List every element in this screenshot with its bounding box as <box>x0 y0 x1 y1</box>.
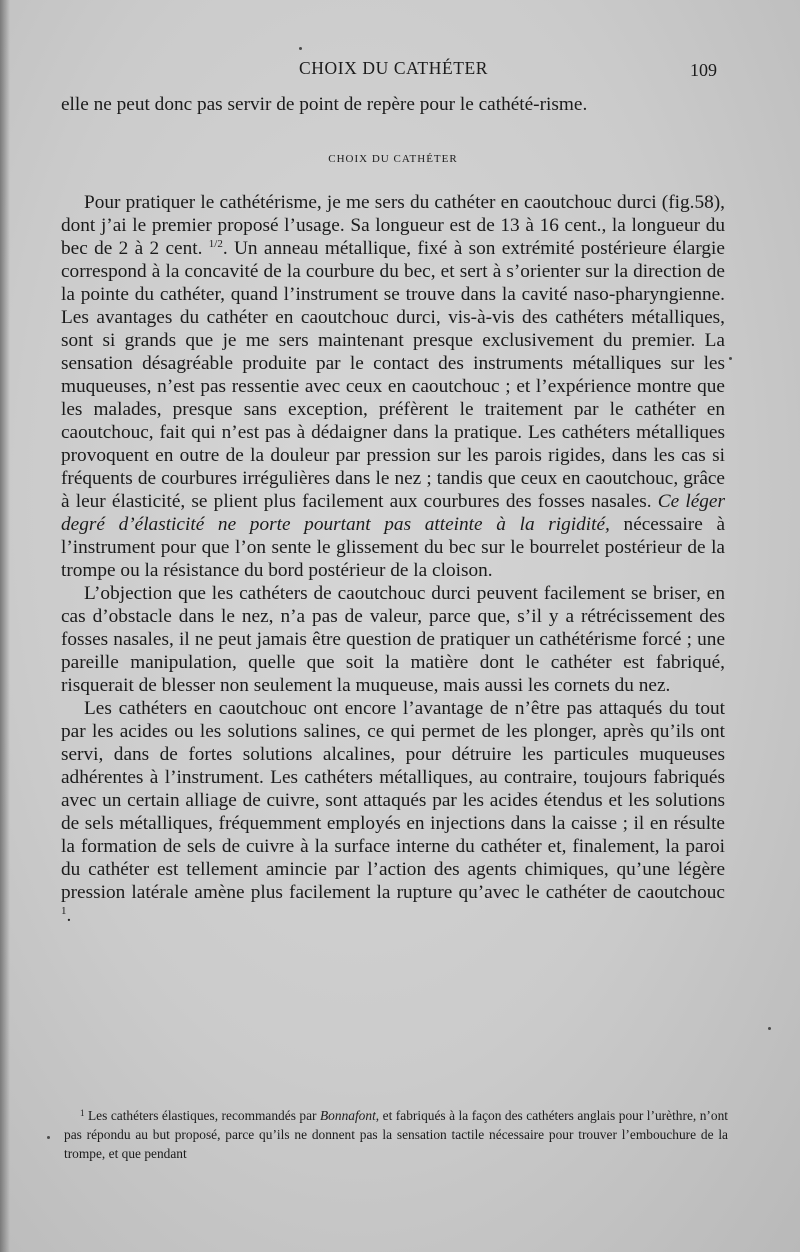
running-head <box>0 58 800 82</box>
paragraph-1-part-1: Pour pratiquer le cathétérisme, je me sers du cathéter en caoutchouc durci (fig.58), dont j’ai le premier proposé l’usage. Sa longueur est de 13 à 16 cent., la longueur du bec de 2 à 2 cent. <box>61 192 725 259</box>
paragraph-3-text: Les cathéters en caoutchouc ont encore l’avantage de n’être pas attaqués du tout par les acides ou les solutions salines, ce qui permet de les plonger, après qu’ils ont servi, dans de fortes solutions alcalines, pour détruire les particules muqueuses adhérentes à l’instrument. Les cathéters métalliques, au contraire, toujours fabriqués avec un certain alliage de cuivre, sont attaqués par les acides étendus et les solutions de sels métalliques, fréquemment employés en injections dans la caisse ; il en résulte la formation de sels de cuivre à la surface interne du cathéter et, finalement, la paroi du cathéter est tellement amincie par l’action des agents chimiques, qu’une légère pression latérale amène plus facilement la rupture qu’avec le cathéter de caoutchouc <box>61 698 725 903</box>
footnote <box>64 1106 728 1163</box>
paragraph-1-part-2: . Un anneau métallique, fixé à son extrémité postérieure élargie correspond à la concavité de la courbure du bec, et sert à s’orienter sur la direction de la pointe du cathéter, quand l’instrument se trouve dans la cavité naso-pharyngienne. Les avantages du cathéter en caoutchouc durci, vis-à-vis des cathéters métalliques, sont si grands que je me sers maintenant presque exclusivement du premier. La sensation désagréable produite par le contact des instruments métalliques sur les muqueuses, n’est pas ressentie avec ceux en caoutchouc ; et l’expérience montre que les malades, presque sans exception, préfèrent le traitement par le cathéter en caoutchouc, fait qui n’est pas à dédaigner dans la pratique. Les cathéters métalliques provoquent en outre de la douleur par pression sur les parois rigides, dans les cas si fréquents de courbures irrégulières dans le nez ; tandis que ceux en caoutchouc, grâce à leur élasticité, se plient plus facilement aux courbures des fosses nasales. <box>61 238 725 512</box>
footnote-text <box>64 1106 728 1163</box>
scan-speck <box>768 1027 771 1030</box>
carryover-paragraph: elle ne peut donc pas servir de point de repère pour le cathété-risme. <box>61 94 588 115</box>
paragraph-3 <box>61 697 725 927</box>
paragraph-1 <box>61 191 725 582</box>
page-number: 109 <box>690 60 717 80</box>
section-heading: CHOIX DU CATHÉTER <box>328 153 458 165</box>
scan-speck <box>729 357 732 360</box>
scan-speck <box>47 1136 50 1139</box>
paragraph-1-part-3: nécessaire à l’instrument pour que l’on sente le glissement du bec sur le bourrelet postérieur de la trompe ou la résistance du bord postérieur de la cloison. <box>61 514 726 581</box>
footnote-reference: 1 <box>61 905 67 917</box>
page-edge-shadow <box>0 0 10 1252</box>
footnote-author-name: Bonnafont <box>320 1108 376 1123</box>
paragraph-1-italic-sentence: Ce léger degré d’élasticité ne porte pourtant pas atteinte à la rigidité, <box>61 491 725 535</box>
footnote-part-2: , et fabriqués à la façon des cathéters anglais pour l’urèthre, n’ont pas répondu au but proposé, parce qu’ils ne donnent pas la sensation tactile nécessaire pour trouver l’embouchure de la trompe, et que pendant <box>64 1108 728 1161</box>
main-text <box>61 93 725 927</box>
running-title: CHOIX DU CATHÉTER <box>299 58 489 78</box>
fraction-half: 1/2 <box>208 238 223 250</box>
scan-speck <box>299 47 302 50</box>
footnote-marker: 1 <box>80 1108 85 1118</box>
paragraph-2: L’objection que les cathéters de caoutchouc durci peuvent facilement se briser, en cas d’obstacle dans le nez, n’a pas de valeur, parce que, s’il y a rétrécissement des fosses nasales, il ne peut jamais être question de pratiquer un cathétérisme forcé ; une pareille manipulation, quelle que soit la matière dont le cathéter est fabriqué, risquerait de blesser non seulement la muqueuse, mais aussi les cornets du nez. <box>61 583 725 696</box>
paragraph-3-end: . <box>66 905 72 926</box>
footnote-part-1: Les cathéters élastiques, recommandés par <box>88 1108 317 1123</box>
